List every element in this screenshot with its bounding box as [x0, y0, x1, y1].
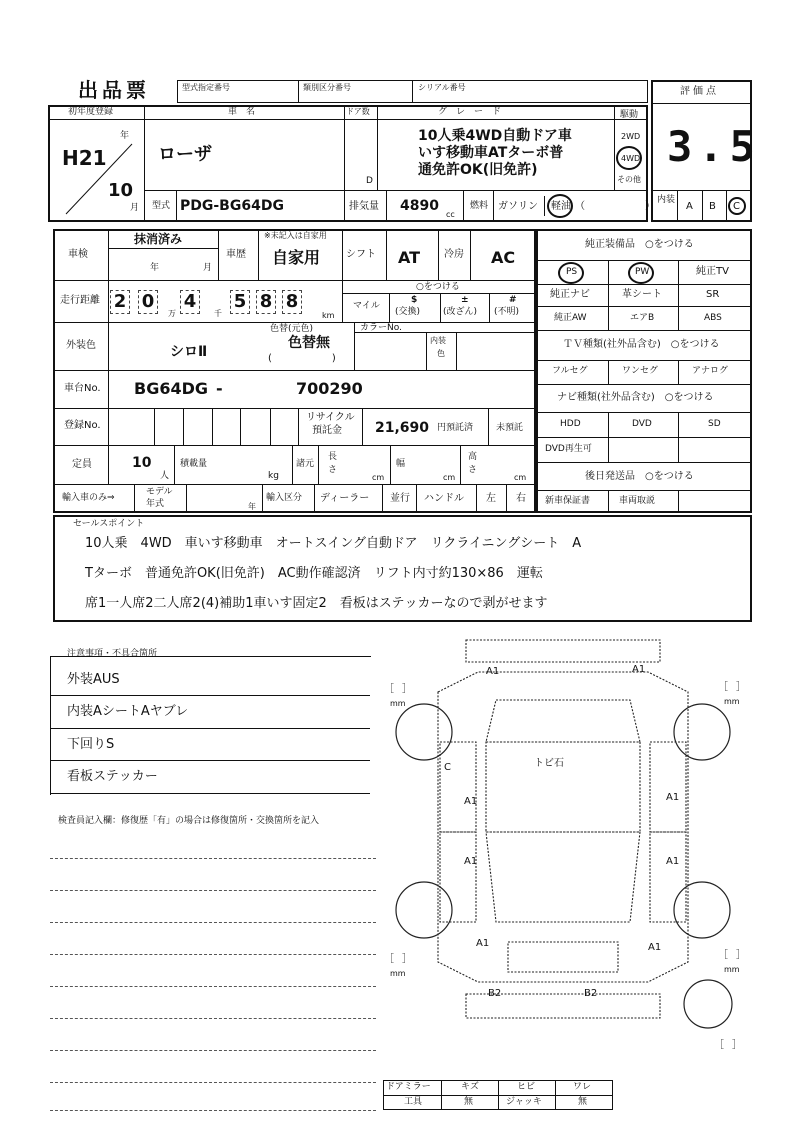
notes-label: 注意事項・不具合箇所 — [67, 649, 158, 659]
door-label: ドア数 — [346, 107, 370, 116]
navi-item-sd: SD — [708, 419, 721, 429]
mark-chip: トビ石 — [534, 758, 564, 769]
load-unit: kg — [268, 471, 279, 481]
tv-item-oneseg: ワンセグ — [622, 366, 659, 376]
inspector-line — [50, 1050, 376, 1051]
mark-a1-right-door: A1 — [666, 792, 680, 803]
handle-right: 右 — [516, 493, 526, 504]
handle-left: 左 — [486, 493, 496, 504]
genuine-item-airbag: エアB — [630, 313, 655, 323]
note-item: 看板ステッカー — [67, 769, 158, 784]
genuine-item-tv: 純正TV — [696, 266, 729, 277]
note-item: 下回りS — [67, 737, 115, 752]
drive-4wd: 4WD — [621, 154, 641, 163]
height-label-2: さ — [468, 465, 478, 475]
roof-shape — [486, 742, 640, 832]
mileage-unknown-sym: # — [509, 295, 517, 305]
right-door-rear-shape — [650, 832, 686, 922]
later-title: 後日発送品 ○をつける — [585, 471, 694, 482]
sales-point-line3: 席1一人席2二人席2(4)補助1車いす固定2 看板はステッカーなので剥がせます — [85, 596, 548, 611]
interior-grade-b: B — [709, 201, 716, 212]
dvd-play: DVD再生可 — [545, 444, 592, 454]
legend-header: ドアミラー — [386, 1082, 431, 1092]
first-reg-label: 初年度登録 — [68, 107, 114, 117]
inspector-line — [50, 890, 376, 891]
width-label: 幅 — [396, 459, 406, 469]
sales-points-label: セールスポイント — [73, 519, 145, 529]
legend-value: 無 — [578, 1097, 588, 1107]
legend-header: キズ — [461, 1082, 479, 1092]
bracket-fl-close: ］ — [402, 684, 412, 695]
genuine-item-pw: PW — [635, 267, 650, 277]
left-form-box — [53, 229, 536, 513]
mileage-label: 走行距離 — [60, 295, 100, 306]
reg-no-label: 登録No. — [64, 420, 101, 431]
history-value: 自家用 — [272, 248, 321, 267]
displacement-label: 排気量 — [349, 201, 379, 212]
windshield-shape — [486, 700, 640, 742]
navi-title: ナビ種類(社外品含む) ○をつける — [557, 392, 714, 403]
history-label: 車歴 — [226, 249, 246, 260]
mm-fr: mm — [724, 697, 740, 706]
drive-4wd-circle — [616, 146, 642, 170]
first-reg-month: 10 — [108, 180, 134, 201]
genuine-item-leather: 革シート — [622, 289, 662, 300]
handle-label: ハンドル — [424, 493, 464, 504]
front-bumper-shape — [466, 640, 660, 662]
car-name: ローザ — [158, 144, 212, 165]
inspection-year-unit: 年 — [150, 263, 160, 273]
legend-value: 無 — [464, 1097, 474, 1107]
sales-point-line2: Tターボ 普通免許OK(旧免許) AC動作確認済 リフト内寸約130×86 運転 — [85, 566, 543, 581]
bracket-rl-open: ［ — [384, 954, 394, 965]
color-no-label: カラーNo. — [360, 323, 402, 333]
mark-a1-front-right: A1 — [632, 664, 646, 675]
sales-point-line1: 10人乗 4WD 車いす移動車 オートスイング自動ドア リクライニングシート A — [85, 536, 582, 551]
tv-title: ＴＶ種類(社外品含む) ○をつける — [563, 339, 720, 350]
tv-item-analog: アナログ — [692, 366, 729, 376]
model-label: 型式 — [152, 201, 171, 211]
chassis-prefix: BG64DG — [134, 379, 209, 398]
inspector-line — [50, 922, 376, 923]
score-value: 3.5 — [667, 122, 761, 171]
interior-c-circle — [728, 197, 746, 215]
mileage-exchange: (交換) — [395, 307, 421, 317]
shift-label: シフト — [346, 249, 376, 260]
model-year-label: モデル — [146, 487, 173, 497]
recycle-label-2: 預託金 — [312, 425, 342, 436]
legend-value: 工具 — [404, 1097, 423, 1107]
grade-line1: 10人乗4WD自動ドア車 — [418, 128, 572, 144]
navi-item-dvd: DVD — [632, 419, 652, 429]
note-item: 内装AシートAヤブレ — [67, 704, 189, 719]
genuine-item-ps: PS — [566, 267, 578, 277]
displacement-unit: cc — [446, 210, 455, 219]
interior-grade-a: A — [686, 201, 693, 212]
model-value: PDG-BG64DG — [180, 198, 284, 214]
fuel-label: 燃料 — [470, 201, 489, 211]
mileage-digit: 0 — [138, 290, 158, 314]
mileage-digit: 8 — [282, 290, 302, 314]
capacity-unit: 人 — [160, 471, 170, 481]
chassis-label: 車台No. — [64, 383, 101, 394]
ps-circle — [558, 262, 584, 284]
mark-a1-right-rear: A1 — [666, 856, 680, 867]
legend-header: ワレ — [573, 1082, 592, 1092]
length-label: 長 — [328, 452, 338, 462]
inspector-label: 検査員記入欄：修復歴「有」の場合は修復箇所・交換箇所を記入 — [58, 816, 320, 826]
left-door-front-shape — [440, 742, 476, 832]
bracket-rl-close: ］ — [402, 954, 412, 965]
mileage-altered-sym: ± — [461, 295, 469, 305]
mileage-sen-unit: 千 — [214, 309, 222, 318]
dims-label: 諸元 — [296, 459, 315, 469]
genuine-item-sr: SR — [706, 289, 720, 300]
later-item-manual: 車両取説 — [619, 496, 656, 506]
chassis-number: 700290 — [296, 379, 363, 398]
rear-right-wheel-shape — [674, 882, 730, 938]
mileage-exchange-sym: $ — [411, 295, 418, 305]
drive-2wd: 2WD — [621, 132, 641, 141]
ac-value: AC — [491, 248, 516, 267]
import-dealer: ディーラー — [320, 493, 370, 504]
left-door-rear-shape — [440, 832, 476, 922]
width-unit: cm — [443, 473, 456, 482]
grade-line3: 通免許OK(旧免許) — [418, 162, 538, 178]
drive-label: 駆動 — [620, 110, 639, 120]
class-code-label: 類別区分番号 — [303, 83, 351, 92]
mark-a1-rear-right: A1 — [648, 942, 662, 953]
color-change-paren: ( ) — [268, 353, 336, 364]
bracket-rr-open: ［ — [718, 950, 728, 961]
recycle-label: リサイクル — [306, 412, 355, 423]
door-value: D — [366, 176, 373, 186]
first-reg-era-year: H21 — [62, 146, 107, 170]
mm-rr: mm — [724, 965, 740, 974]
height-label: 高 — [468, 452, 478, 462]
mileage-digit: 4 — [180, 290, 200, 314]
grade-label: グ レ ー ド — [438, 107, 502, 117]
mark-a1-rear-left: A1 — [476, 938, 490, 949]
later-item-warranty: 新車保証書 — [545, 496, 591, 506]
recycle-unit: 円預託済 — [437, 423, 474, 433]
year-unit: 年 — [120, 131, 130, 141]
import-only-label: 輸入車のみ⇒ — [62, 493, 115, 503]
rear-left-wheel-shape — [396, 882, 452, 938]
interior-color-label: 内装 — [430, 336, 446, 345]
mark-b2-center: B2 — [584, 988, 598, 999]
bracket-fr-open: ［ — [718, 682, 728, 693]
recycle-status: 未預託 — [496, 423, 524, 433]
bracket-spare-open: ［ — [714, 1040, 724, 1051]
mileage-digit: 2 — [110, 290, 130, 314]
mileage-unknown: (不明) — [494, 307, 520, 317]
pw-circle — [628, 262, 654, 284]
inspection-value: 抹消済み — [134, 232, 183, 246]
mileage-digit: 5 — [230, 290, 250, 314]
mark-a1-left-door: A1 — [464, 796, 478, 807]
inspector-line — [50, 1110, 376, 1111]
note-item: 外装AUS — [67, 672, 120, 687]
bracket-rr-close: ］ — [736, 950, 746, 961]
inspector-line — [50, 1018, 376, 1019]
color-label: 外装色 — [66, 340, 96, 351]
mark-a1-left-rear: A1 — [464, 856, 478, 867]
serial-label: シリアル番号 — [418, 83, 466, 92]
tv-item-fullseg: フルセグ — [552, 366, 588, 376]
legend-value: ジャッキ — [506, 1097, 542, 1107]
inspection-month-unit: 月 — [203, 263, 213, 273]
import-type-label: 輸入区分 — [266, 493, 303, 503]
history-note: ※未記入は自家用 — [264, 231, 327, 240]
bracket-fl-open: ［ — [384, 684, 394, 695]
model-year-label-2: 年式 — [146, 499, 165, 509]
drive-other: その他 — [617, 175, 641, 184]
fuel-gasoline: ガソリン — [498, 201, 538, 212]
fuel-diesel: 軽油 — [551, 201, 571, 212]
inspector-line — [50, 858, 376, 859]
mm-fl: mm — [390, 699, 406, 708]
fuel-diesel-circle — [547, 194, 573, 218]
ac-label: 冷房 — [444, 249, 464, 260]
navi-item-hdd: HDD — [560, 419, 581, 429]
mm-rl: mm — [390, 969, 406, 978]
rear-gate-shape — [508, 942, 618, 972]
mark-b2-left: B2 — [488, 988, 502, 999]
color-value: シロⅡ — [170, 344, 208, 360]
front-left-wheel-shape — [396, 704, 452, 760]
car-damage-diagram — [378, 632, 758, 1052]
mileage-km-unit: km — [322, 311, 335, 320]
mileage-man-unit: 万 — [168, 309, 176, 318]
import-parallel: 並行 — [390, 493, 410, 504]
length-unit: cm — [372, 473, 385, 482]
genuine-item-abs: ABS — [704, 313, 722, 323]
length-label-2: さ — [328, 465, 338, 475]
mark-c: C — [444, 762, 451, 773]
legend-header: ヒビ — [517, 1082, 536, 1092]
capacity-value: 10 — [132, 455, 152, 471]
inspector-line — [50, 1082, 376, 1083]
model-year-unit: 年 — [248, 502, 256, 511]
bracket-spare-close: ］ — [732, 1040, 742, 1051]
inspector-line — [50, 954, 376, 955]
form-title: 出品票 — [78, 78, 150, 102]
car-name-label: 車 名 — [228, 107, 256, 117]
inspection-label: 車検 — [68, 249, 88, 260]
color-change-label: 色替(元色) — [270, 324, 314, 334]
right-door-front-shape — [650, 742, 686, 832]
interior-grade-c: C — [733, 201, 740, 212]
genuine-item-navi: 純正ナビ — [550, 289, 590, 300]
height-unit: cm — [514, 473, 527, 482]
rear-shape — [486, 832, 640, 922]
chassis-dash: - — [216, 379, 223, 398]
grade-line2: いす移動車ATターボ普 — [418, 145, 564, 161]
recycle-value: 21,690 — [375, 420, 430, 436]
capacity-label: 定員 — [72, 459, 92, 470]
interior-color-label-2: 色 — [437, 349, 445, 358]
interior-grade-label: 内装 — [657, 195, 676, 205]
fuel-paren: （ ） — [575, 201, 655, 212]
score-label: 評価点 — [680, 86, 719, 97]
mark-a1-front-left: A1 — [486, 666, 500, 677]
genuine-item-aw: 純正AW — [554, 313, 587, 323]
mileage-mark-note: ○をつける — [416, 282, 460, 292]
color-change-value: 色替無 — [288, 335, 330, 351]
front-right-wheel-shape — [674, 704, 730, 760]
load-label: 積載量 — [180, 459, 208, 469]
bracket-fr-close: ］ — [736, 682, 746, 693]
mileage-digit: 8 — [256, 290, 276, 314]
shift-value: AT — [398, 248, 421, 267]
inspector-line — [50, 986, 376, 987]
model-code-label: 型式指定番号 — [182, 83, 230, 92]
genuine-title: 純正装備品 ○をつける — [585, 239, 694, 250]
mileage-mile: マイル — [353, 301, 380, 311]
spare-wheel-shape — [684, 980, 732, 1028]
month-unit: 月 — [130, 203, 140, 213]
mileage-altered: (改ざん) — [443, 307, 478, 317]
displacement-value: 4890 — [400, 198, 439, 214]
